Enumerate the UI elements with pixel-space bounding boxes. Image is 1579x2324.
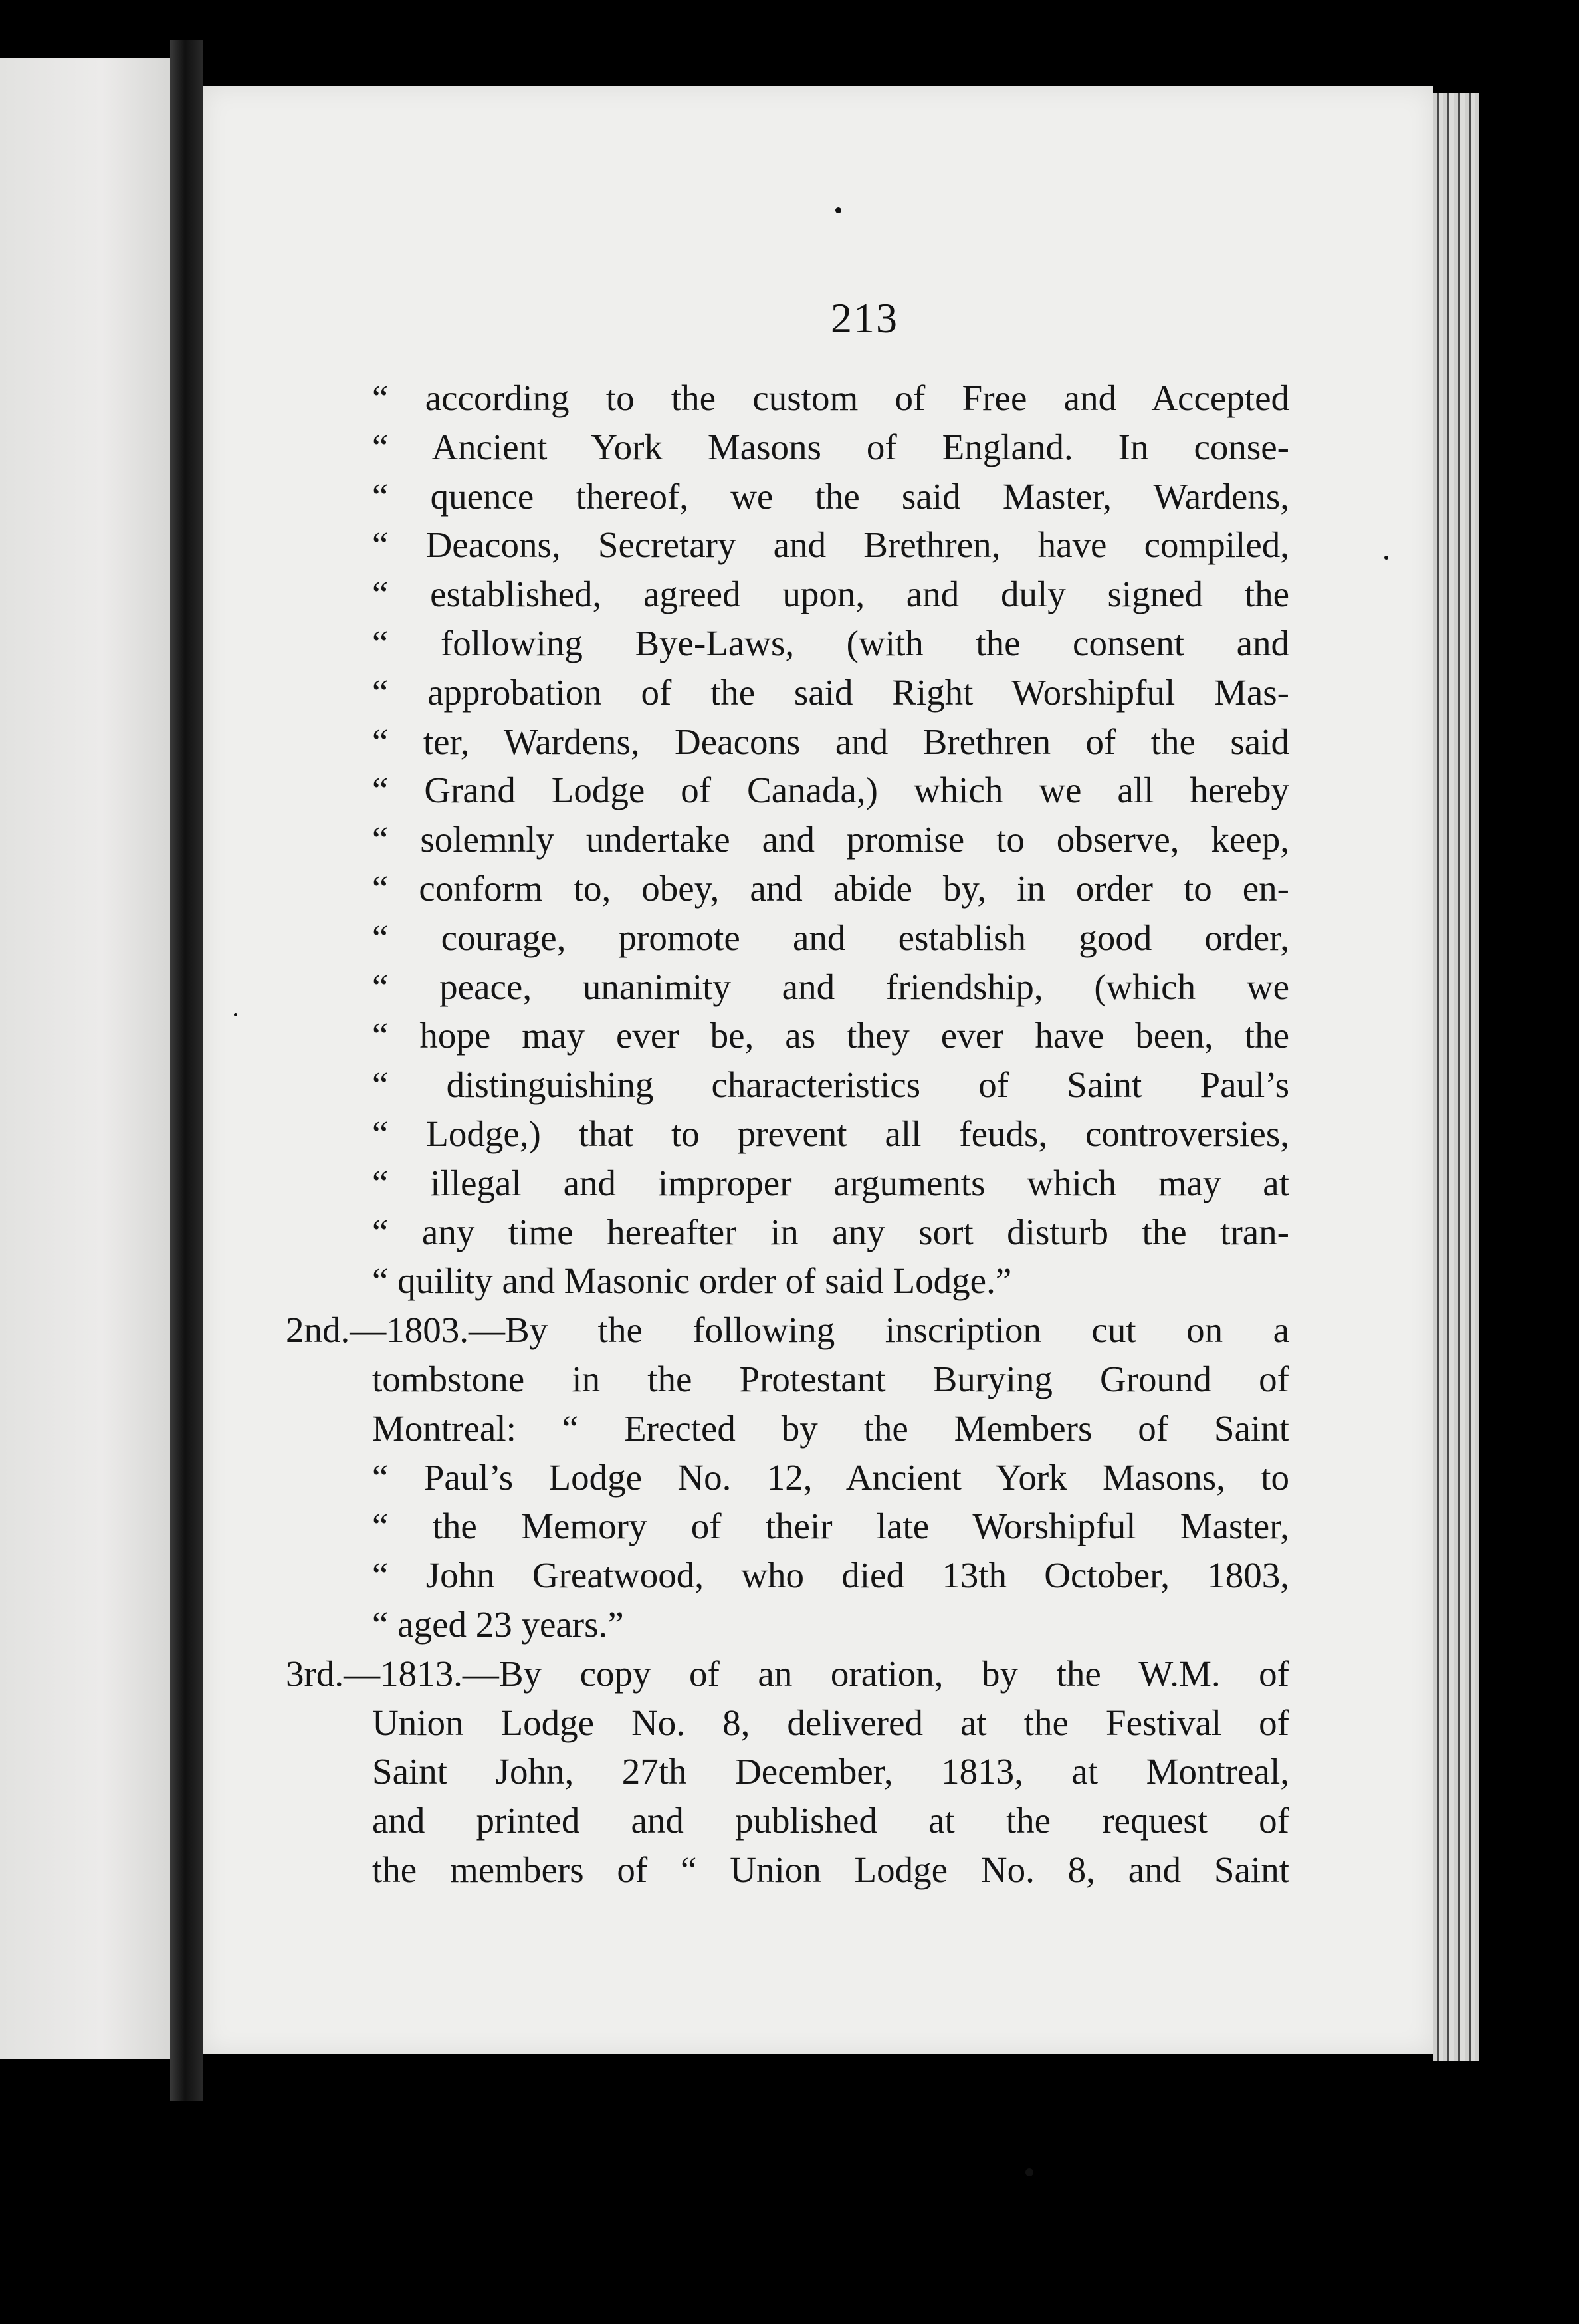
ink-speck (234, 1013, 237, 1016)
text-line: “ aged 23 years.” (372, 1603, 624, 1645)
text-line: “ quility and Masonic order of said Lodge.” (372, 1260, 1012, 1302)
facing-page-edge (0, 58, 170, 2059)
text-line: “ courage, promote and establish good order, (372, 917, 1289, 958)
text-line: the members of “ Union Lodge No. 8, and Saint (372, 1849, 1289, 1890)
text-line: “ following Bye-Laws, (with the consent and (372, 622, 1289, 663)
text-line: “ hope may ever be, as they ever have been, the (372, 1015, 1289, 1056)
ink-speck (1025, 2168, 1033, 2176)
text-line: “ established, agreed upon, and duly signed the (372, 574, 1289, 615)
text-line: Montreal: “ Erected by the Members of Saint (372, 1407, 1289, 1449)
text-line: “ peace, unanimity and friendship, (which we (372, 966, 1289, 1007)
text-line: “ Deacons, Secretary and Brethren, have compiled, (372, 524, 1289, 566)
text-line: “ according to the custom of Free and Accepted (372, 378, 1289, 418)
text-line: “ John Greatwood, who died 13th October, 1803, (372, 1555, 1289, 1596)
text-line: Saint John, 27th December, 1813, at Montreal, (372, 1751, 1289, 1792)
text-line: Union Lodge No. 8, delivered at the Festival of (372, 1702, 1289, 1743)
text-line: “ conform to, obey, and abide by, in order to en- (372, 868, 1289, 909)
paragraph-first-line: 3rd.—1813.—By copy of an oration, by the W.M. of (286, 1653, 1289, 1694)
text-line: “ quence thereof, we the said Master, Wardens, (372, 475, 1289, 517)
text-line: tombstone in the Protestant Burying Ground of (372, 1358, 1289, 1399)
text-line: “ ter, Wardens, Deacons and Brethren of the said (372, 721, 1289, 762)
body-text (286, 374, 1289, 1895)
text-line: “ distinguishing characteristics of Saint Paul’s (372, 1064, 1289, 1105)
book-gutter (170, 40, 203, 2101)
paragraph-first-line: 2nd.—1803.—By the following inscription cut on a (286, 1310, 1289, 1351)
page-edges (1433, 93, 1479, 2061)
text-line: “ Lodge,) that to prevent all feuds, controversies, (372, 1113, 1289, 1154)
text-line: “ Ancient York Masons of England. In conse- (372, 426, 1289, 467)
text-line: “ Paul’s Lodge No. 12, Ancient York Masons, to (372, 1456, 1289, 1498)
text-line: and printed and published at the request of (372, 1800, 1289, 1841)
text-line: “ the Memory of their late Worshipful Master, (372, 1506, 1289, 1547)
ink-speck (1384, 556, 1388, 560)
text-line: “ Grand Lodge of Canada,) which we all hereby (372, 770, 1289, 811)
text-line: “ solemnly undertake and promise to observe, keep, (372, 819, 1289, 860)
ink-speck (835, 207, 841, 213)
text-line: “ illegal and improper arguments which may at (372, 1162, 1289, 1203)
text-line: “ any time hereafter in any sort disturb the tran- (372, 1211, 1289, 1252)
text-line: “ approbation of the said Right Worshipful Mas- (372, 671, 1289, 713)
page-number: 213 (831, 294, 898, 342)
